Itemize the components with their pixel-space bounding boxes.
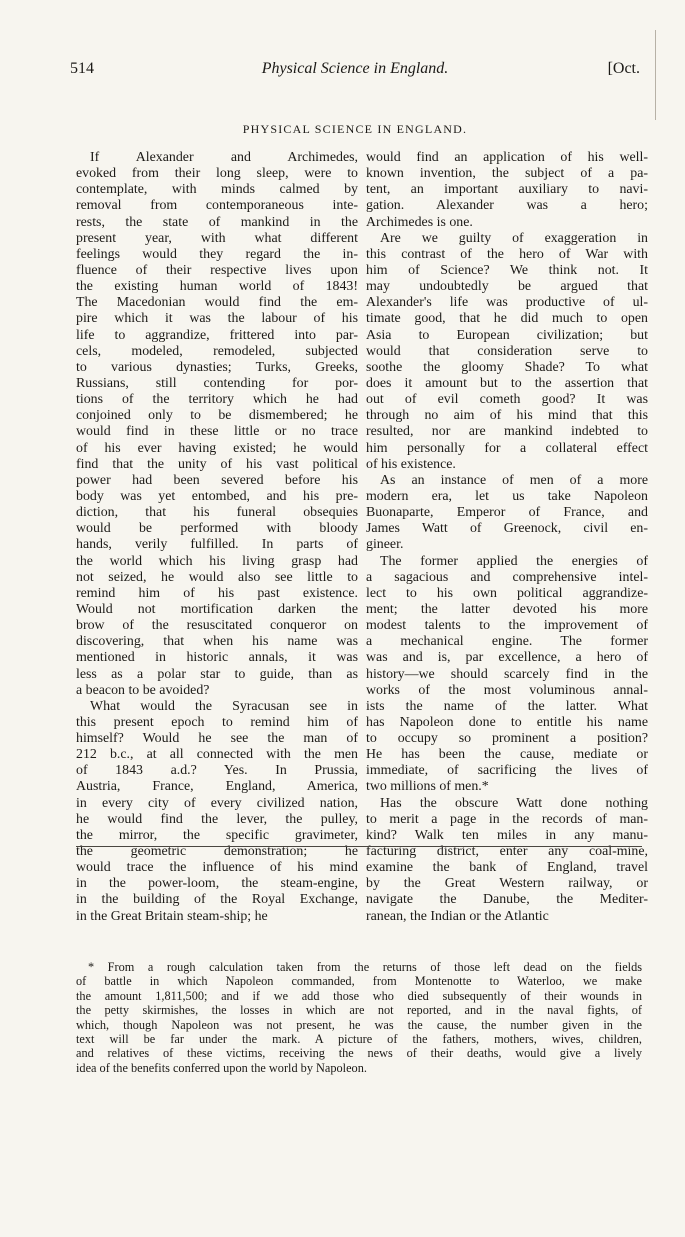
text-line: Buonaparte, Emperor of France, and [366,505,648,521]
text-line: If Alexander and Archimedes, [90,150,358,165]
text-line: of 1843 a.d.? Yes. In Prussia, [76,763,358,779]
text-line: may undoubtedly be argued that [366,279,648,295]
text-line: removal from contemporaneous inte- [76,198,358,214]
text-line: pire which it was the labour of his [76,311,358,327]
text-line: evoked from their long sleep, were to [76,166,358,182]
text-line: in the building of the Royal Exchange, [76,892,358,908]
footnote-line: the petty skirmishes, the losses in which are not reported, and in the naval fights, of [76,1003,642,1018]
footnote-line: the amount 1,811,500; and if we add those who died subsequently of their wounds in [76,988,642,1003]
text-line: Has the obscure Watt done nothing [380,795,648,811]
text-line: would find an application of his well- [366,150,648,165]
footnote-line: text will be far under the mark. A picture of the fathers, mothers, wives, children, [76,1031,642,1046]
text-line: soothe the gloomy Shade? To what [366,359,648,375]
text-line: the world which his living grasp had [76,553,358,569]
text-line: ists the name of the latter. What [366,698,648,714]
text-line: he would find the lever, the pulley, [76,811,358,827]
text-line: of his ever having existed; he would [76,440,358,456]
footnote-line: and relatives of these victims, receiving the news of their deaths, would give a lively [76,1046,642,1061]
left-column [76,150,358,925]
article-title: PHYSICAL SCIENCE IN ENGLAND. [242,122,468,136]
text-line: 212 b.c., at all connected with the men [76,747,358,763]
text-line: by the Great Western railway, or [366,876,648,892]
footnote-line: which, though Napoleon was not present, he was the cause, the number given in the [76,1017,642,1032]
text-line: resulted, nor are mankind indebted to [366,424,648,440]
text-line: kind? Walk ten miles in any manu- [366,827,648,843]
text-line: two millions of men.* [366,779,489,795]
text-line: life to aggrandize, frittered into par- [76,327,358,343]
text-line: Are we guilty of exaggeration in [380,230,648,246]
running-header [70,60,640,84]
text-line: a sagacious and comprehensive intel- [366,569,648,585]
text-line: out of evil cometh good? It was [366,392,648,408]
text-line: navigate the Danube, the Mediter- [366,892,648,908]
text-line: Alexander's life was productive of ul- [366,295,648,311]
text-line: gation. Alexander was a hero; [366,198,648,214]
text-line: Russians, still contending for por- [76,375,358,391]
text-line: diction, that his funeral obsequies [76,505,358,521]
text-line: conjoined only to be dismembered; he [76,408,358,424]
text-line: through no aim of his mind that this [366,408,648,424]
text-line: As an instance of men of a more [380,472,648,488]
page-number: 514 [70,60,94,77]
text-line: this contrast of the hero of War with [366,246,648,262]
text-line: modest talents to the improvement of [366,618,648,634]
text-line: contemplate, with minds calmed by [76,182,358,198]
text-line: of his existence. [366,456,456,472]
text-line: find that the unity of his vast political [76,456,358,472]
text-line: modern era, let us take Napoleon [366,488,648,504]
text-line: ranean, the Indian or the Atlantic [366,908,549,924]
text-line: remind him of his past existence. [76,585,358,601]
text-line: has Napoleon done to entitle his name [366,714,648,730]
text-line: rests, the state of mankind in the [76,214,358,230]
text-line: mentioned in historic annals, it was [76,650,358,666]
running-title: Physical Science in England. [261,60,449,77]
text-line: would be performed with bloody [76,521,358,537]
text-line: the existing human world of 1843! [76,279,358,295]
text-line: a mechanical engine. The former [366,634,648,650]
text-line: He has been the cause, mediate or [366,747,648,763]
text-line: The Macedonian would find the em- [76,295,358,311]
text-line: immediate, of sacrificing the lives of [366,763,648,779]
text-line: examine the bank of England, travel [366,860,648,876]
text-line: in every city of every civilized nation, [76,795,358,811]
text-line: does it amount but to the assertion that [366,375,648,391]
footnote-line: idea of the benefits conferred upon the world by Napoleon. [76,1060,367,1075]
text-line: James Watt of Greenock, civil en- [366,521,648,537]
text-line: to merit a page in the records of man- [366,811,648,827]
text-line: him of Science? We think not. It [366,262,648,278]
right-column [366,150,648,925]
text-line: fluence of their respective lives upon [76,262,358,278]
text-line: Austria, France, England, America, [76,779,358,795]
text-line: facturing district, enter any coal-mine, [366,844,648,860]
text-line: less as a polar star to guide, than as [76,666,358,682]
text-line: What would the Syracusan see in [90,698,358,714]
text-line: works of the most voluminous annal- [366,682,648,698]
text-line: timate good, that he did much to open [366,311,648,327]
text-line: discovering, that when his name was [76,634,358,650]
text-line: Would not mortification darken the [76,601,358,617]
issue-month: [Oct. [607,60,640,77]
scan-edge-line [655,30,656,120]
text-line: would find in these little or no trace [76,424,358,440]
text-line: in the power-loom, the steam-engine, [76,876,358,892]
footnote [76,960,642,1075]
text-line: would trace the influence of his mind [76,860,358,876]
text-line: history—we should scarcely find in the [366,666,648,682]
text-line: brow of the resuscitated conqueror on [76,618,358,634]
text-line: hands, verily fulfilled. In parts of [76,537,358,553]
text-line: known invention, the subject of a pa- [366,166,648,182]
text-line: Asia to European civilization; but [366,327,648,343]
text-line: tent, an important auxiliary to navi- [366,182,648,198]
text-line: this present epoch to remind him of [76,714,358,730]
text-line: the mirror, the specific gravimeter, [76,827,358,843]
text-line: to occupy so prominent a position? [366,731,648,747]
text-line: present year, with what different [76,230,358,246]
text-line: Archimedes is one. [366,214,473,230]
text-line: body was yet entombed, and his pre- [76,488,358,504]
text-line: would that consideration serve to [366,343,648,359]
text-line: himself? Would he see the man of [76,731,358,747]
footnote-line: of battle in which Napoleon commanded, from Montenotte to Waterloo, we make [76,974,642,989]
text-line: power had been severed before his [76,472,358,488]
text-line: ment; the latter devoted his more [366,601,648,617]
text-line: lect to his own political aggrandize- [366,585,648,601]
text-line: to various dynasties; Turks, Greeks, [76,359,358,375]
text-line: cels, modeled, remodeled, subjected [76,343,358,359]
text-line: feelings would they regard the in- [76,246,358,262]
text-line: The former applied the energies of [380,553,648,569]
text-line: him personally for a collateral effect [366,440,648,456]
text-line: in the Great Britain steam-ship; he [76,908,268,924]
text-line: the geometric demonstration; he [76,844,358,860]
text-line: was and is, par excellence, a hero of [366,650,648,666]
footnote-line: * From a rough calculation taken from the returns of those left dead on the fields [88,960,642,974]
footnote-rule [76,846,642,847]
text-line: gineer. [366,537,404,553]
text-line: not seized, he would also see little to [76,569,358,585]
text-line: a beacon to be avoided? [76,682,210,698]
text-line: tions of the territory which he had [76,392,358,408]
